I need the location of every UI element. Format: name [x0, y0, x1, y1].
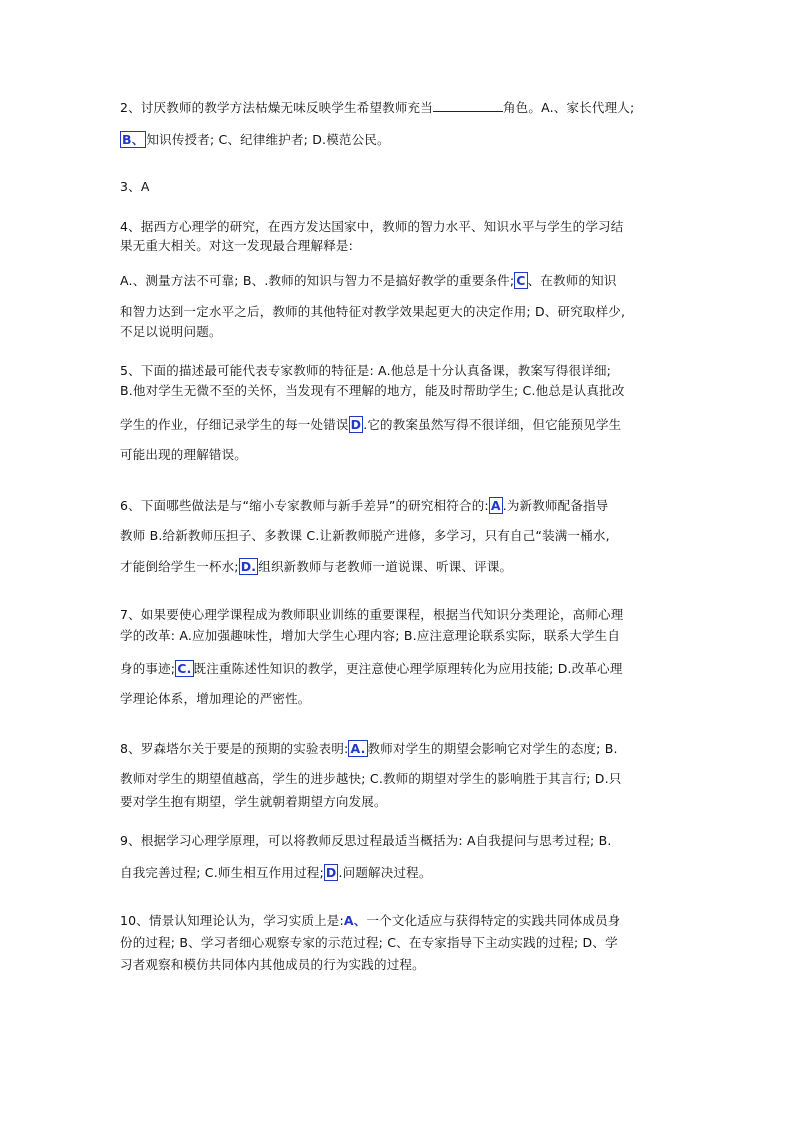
q6-line-3 [120, 558, 512, 575]
q7-answer-mark: C. [177, 661, 192, 676]
q5-text-3a: 学生的作业，仔细记录学生的每一处错误 [120, 417, 349, 432]
q9-text-1: 9、根据学习心理学原理，可以将教师反思过程最适当概括为: A自我提问与思考过程; B. [120, 833, 612, 848]
q8-text-3: 要对学生抱有期望，学生就朝着期望方向发展。 [120, 794, 387, 809]
q10-text-2: 份的过程; B、学习者细心观察专家的示范过程; C、在专家指导下主动实践的过程; D、学 [120, 935, 618, 950]
q6-text-2: 教师 B.给新教师压担子、多教课 C.让新教师脱产进修，多学习，只有自己“装满一桶水, [120, 528, 610, 543]
q5-text-1: 5、下面的描述最可能代表专家教师的特征是: A.他总是十分认真备课，教案写得很详细; [120, 363, 612, 378]
q7-text-1: 7、如果要使心理学课程成为教师职业训练的重要课程，根据当代知识分类理论，高师心理 [120, 607, 624, 622]
q8-text-2: 教师对学生的期望值越高，学生的进步越快; C.教师的期望对学生的影响胜于其言行; D.只 [120, 771, 622, 786]
q6-text-3a: 才能倒给学生一杯水; [120, 559, 239, 574]
q2-line-1 [120, 100, 634, 116]
q8-answer-mark: A. [350, 741, 366, 756]
q6-text-3b: 组织新教师与老教师一道说课、听课、评课。 [258, 559, 513, 574]
q8-line-1 [120, 740, 618, 757]
q6-line-2 [120, 528, 610, 544]
q9-text-2a: 自我完善过程; C.师生相互作用过程; [120, 865, 324, 880]
q3-text: 3、A [120, 179, 150, 194]
q5-line-4 [120, 447, 247, 463]
q6-line-1 [120, 497, 608, 514]
q10-text-3: 习者观察和模仿共同体内其他成员的行为实践的过程。 [120, 957, 425, 972]
q7-text-4: 学理论体系，增加理论的严密性。 [120, 691, 311, 706]
q5-text-2: B.他对学生无微不至的关怀，当发现有不理解的地方，能及时帮助学生; C.他总是认真批改 [120, 383, 625, 398]
q10-text-1b: 一个文化适应与获得特定的实践共同体成员身 [366, 913, 621, 928]
q9-line-1 [120, 833, 612, 849]
q7-text-2: 学的改革: A.应加强趣味性，增加大学生心理内容; B.应注意理论联系实际，联系大学生自 [120, 628, 621, 643]
q10-line-2 [120, 935, 618, 951]
q5-text-4: 可能出现的理解错误。 [120, 447, 248, 462]
q10-text-1a: 10、情景认知理论认为，学习实质上是: [120, 913, 344, 928]
q10-line-3 [120, 957, 425, 973]
q7-line-3 [120, 660, 623, 677]
q9-answer-mark: D [325, 865, 337, 880]
q4-text-1: 4、据西方心理学的研究，在西方发达国家中，教师的智力水平、知识水平与学生的学习结 [120, 219, 624, 234]
q5-line-1 [120, 363, 611, 379]
q10-line-1 [120, 913, 621, 929]
q4-answer-mark: C [516, 273, 526, 288]
q6-text-1b: .为新教师配备指导 [502, 498, 609, 513]
q4-text-3b: 、在教师的知识 [527, 273, 617, 288]
q8-line-3 [120, 794, 387, 810]
q4-text-3a: A.、测量方法不可靠; B、.教师的知识与智力不是搞好教学的重要条件; [120, 273, 515, 288]
q4-line-5 [120, 324, 222, 340]
q4-line-4 [120, 304, 625, 320]
q4-line-3 [120, 272, 617, 289]
q6-answer-mark-d: D. [240, 559, 257, 574]
q8-line-2 [120, 771, 621, 787]
q4-text-4: 和智力达到一定水平之后，教师的其他特征对教学效果起更大的决定作用; D、研究取样少, [120, 304, 626, 319]
q7-line-1 [120, 607, 623, 623]
q9-line-2 [120, 864, 432, 881]
q6-text-1a: 6、下面哪些做法是与“缩小专家教师与新手差异”的研究相符合的: [120, 498, 489, 513]
q7-line-4 [120, 691, 311, 707]
fill-blank [433, 100, 503, 112]
q4-line-2 [120, 238, 353, 254]
q4-line-1 [120, 219, 623, 235]
q3-line-1 [120, 179, 150, 195]
q2-line-2 [120, 131, 390, 148]
q5-line-3 [120, 416, 621, 433]
q4-text-5: 不足以说明问题。 [120, 324, 222, 339]
q6-answer-mark-a: A [490, 498, 501, 513]
q2-text-2: 知识传授者; C、纪律维护者; D.模范公民。 [146, 132, 390, 147]
q5-answer-mark: D [350, 417, 362, 432]
q7-text-3b: 既注重陈述性知识的教学，更注意使心理学原理转化为应用技能; D.改革心理 [193, 661, 623, 676]
q4-text-2: 果无重大相关。对这一发现最合理解释是: [120, 238, 354, 253]
q10-answer-mark: A、 [343, 913, 367, 928]
q5-line-2 [120, 383, 625, 399]
q5-text-3b: .它的教案虽然写得不很详细，但它能预见学生 [363, 417, 622, 432]
q2-text-b: 角色。A.、家长代理人; [502, 100, 635, 115]
q7-line-2 [120, 628, 620, 644]
q2-answer-mark: B、 [122, 132, 145, 147]
q8-text-1b: 教师对学生的期望会影响它对学生的态度; B. [367, 741, 618, 756]
q7-text-3a: 身的事迹; [120, 661, 176, 676]
q2-text: 2、讨厌教师的教学方法枯燥无味反映学生希望教师充当 [120, 100, 433, 115]
q8-text-1a: 8、罗森塔尔关于要是的预期的实验表明: [120, 741, 349, 756]
q9-text-2b: .问题解决过程。 [338, 865, 432, 880]
